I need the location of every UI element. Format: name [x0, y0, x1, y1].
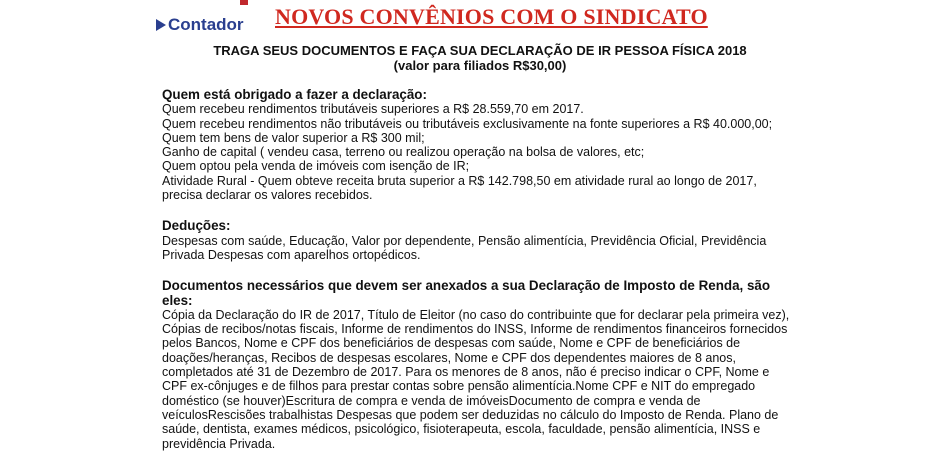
text-line: Quem recebeu rendimentos não tributáveis ou tributáveis exclusivamente na fonte superiores a R$ 40.000,00;	[162, 116, 773, 131]
section-body-obrigado	[162, 102, 782, 202]
section-body-documentos	[162, 307, 790, 451]
text-line: Privada Despesas com aparelhos ortopédicos.	[162, 247, 421, 262]
section-heading-obrigado: Quem está obrigado a fazer a declaração:	[162, 87, 427, 102]
section-heading-documentos: Documentos necessários que devem ser anexados a sua Declaração de Imposto de Renda, são	[162, 278, 771, 294]
text-line: Quem optou pela venda de imóveis com isenção de IR;	[162, 159, 470, 174]
text-line: veículosRescisões trabalhistas Despesas que podem ser deduzidas no cálculo do Imposto de Renda. Plano de	[162, 407, 779, 422]
section-body-deducoes	[162, 234, 782, 263]
text-line: CPF ex-cônjuges e de filhos para prestar contas sobre pensão alimentícia.Nome CPF e NIT do empregado	[162, 379, 756, 394]
text-line: Ganho de capital ( vendeu casa, terreno ou realizou operação na bolsa de valores, etc;	[162, 145, 645, 160]
subtitle-line-2: (valor para filiados R$30,00)	[393, 58, 567, 73]
text-line: Cópia da Declaração do IR de 2017, Título de Eleitor (no caso do contribuinte que for declarar pela primeira vez),	[162, 307, 790, 322]
play-triangle-icon	[156, 19, 166, 31]
text-line: pelos Bancos, Nome e CPF dos beneficiários de despesas com saúde, Nome e CPF de beneficiários de	[162, 336, 741, 351]
text-line: Atividade Rural - Quem obteve receita bruta superior a R$ 142.798,50 em atividade rural ao longo de 2017,	[162, 173, 757, 188]
section-heading-documentos-cont: eles:	[162, 292, 193, 308]
text-line: precisa declarar os valores recebidos.	[162, 188, 373, 203]
text-line: previdência Privada.	[162, 436, 276, 451]
text-line: Despesas com saúde, Educação, Valor por dependente, Pensão alimentícia, Previdência Oficial, Previdência	[162, 233, 767, 248]
text-line: Quem recebeu rendimentos tributáveis superiores a R$ 28.559,70 em 2017.	[162, 102, 584, 117]
text-line: saúde, dentista, exames médicos, psicológico, fisioterapeuta, escola, faculdade, pensão alimentícia, INSS e	[162, 422, 761, 437]
page-headline: NOVOS CONVÊNIOS COM O SINDICATO	[275, 4, 708, 29]
text-line: Cópias de recibos/notas fiscais, Informe de rendimentos do INSS, Informe de rendimentos financeiros fornecidos	[162, 322, 788, 337]
section-heading-deducoes: Deduções:	[162, 218, 231, 234]
subtitle-line-1: TRAGA SEUS DOCUMENTOS E FAÇA SUA DECLARAÇÃO DE IR PESSOA FÍSICA 2018	[213, 43, 747, 58]
contador-logo	[156, 15, 244, 35]
logo-fragment	[240, 0, 248, 5]
document-body	[162, 87, 790, 451]
text-line: doações/heranças, Recibos de despesas escolares, Nome e CPF dos dependentes maiores de 8 anos,	[162, 350, 736, 365]
logo-text: Contador	[168, 15, 244, 34]
text-line: Quem tem bens de valor superior a R$ 300 mil;	[162, 130, 425, 145]
text-line: doméstico (se houver)Escritura de compra e venda de imóveisDocumento de compra e venda de	[162, 393, 701, 408]
text-line: completados até 31 de Dezembro de 2017. Para os menores de 8 anos, não é preciso indicar o CPF, Nome e	[162, 365, 770, 380]
